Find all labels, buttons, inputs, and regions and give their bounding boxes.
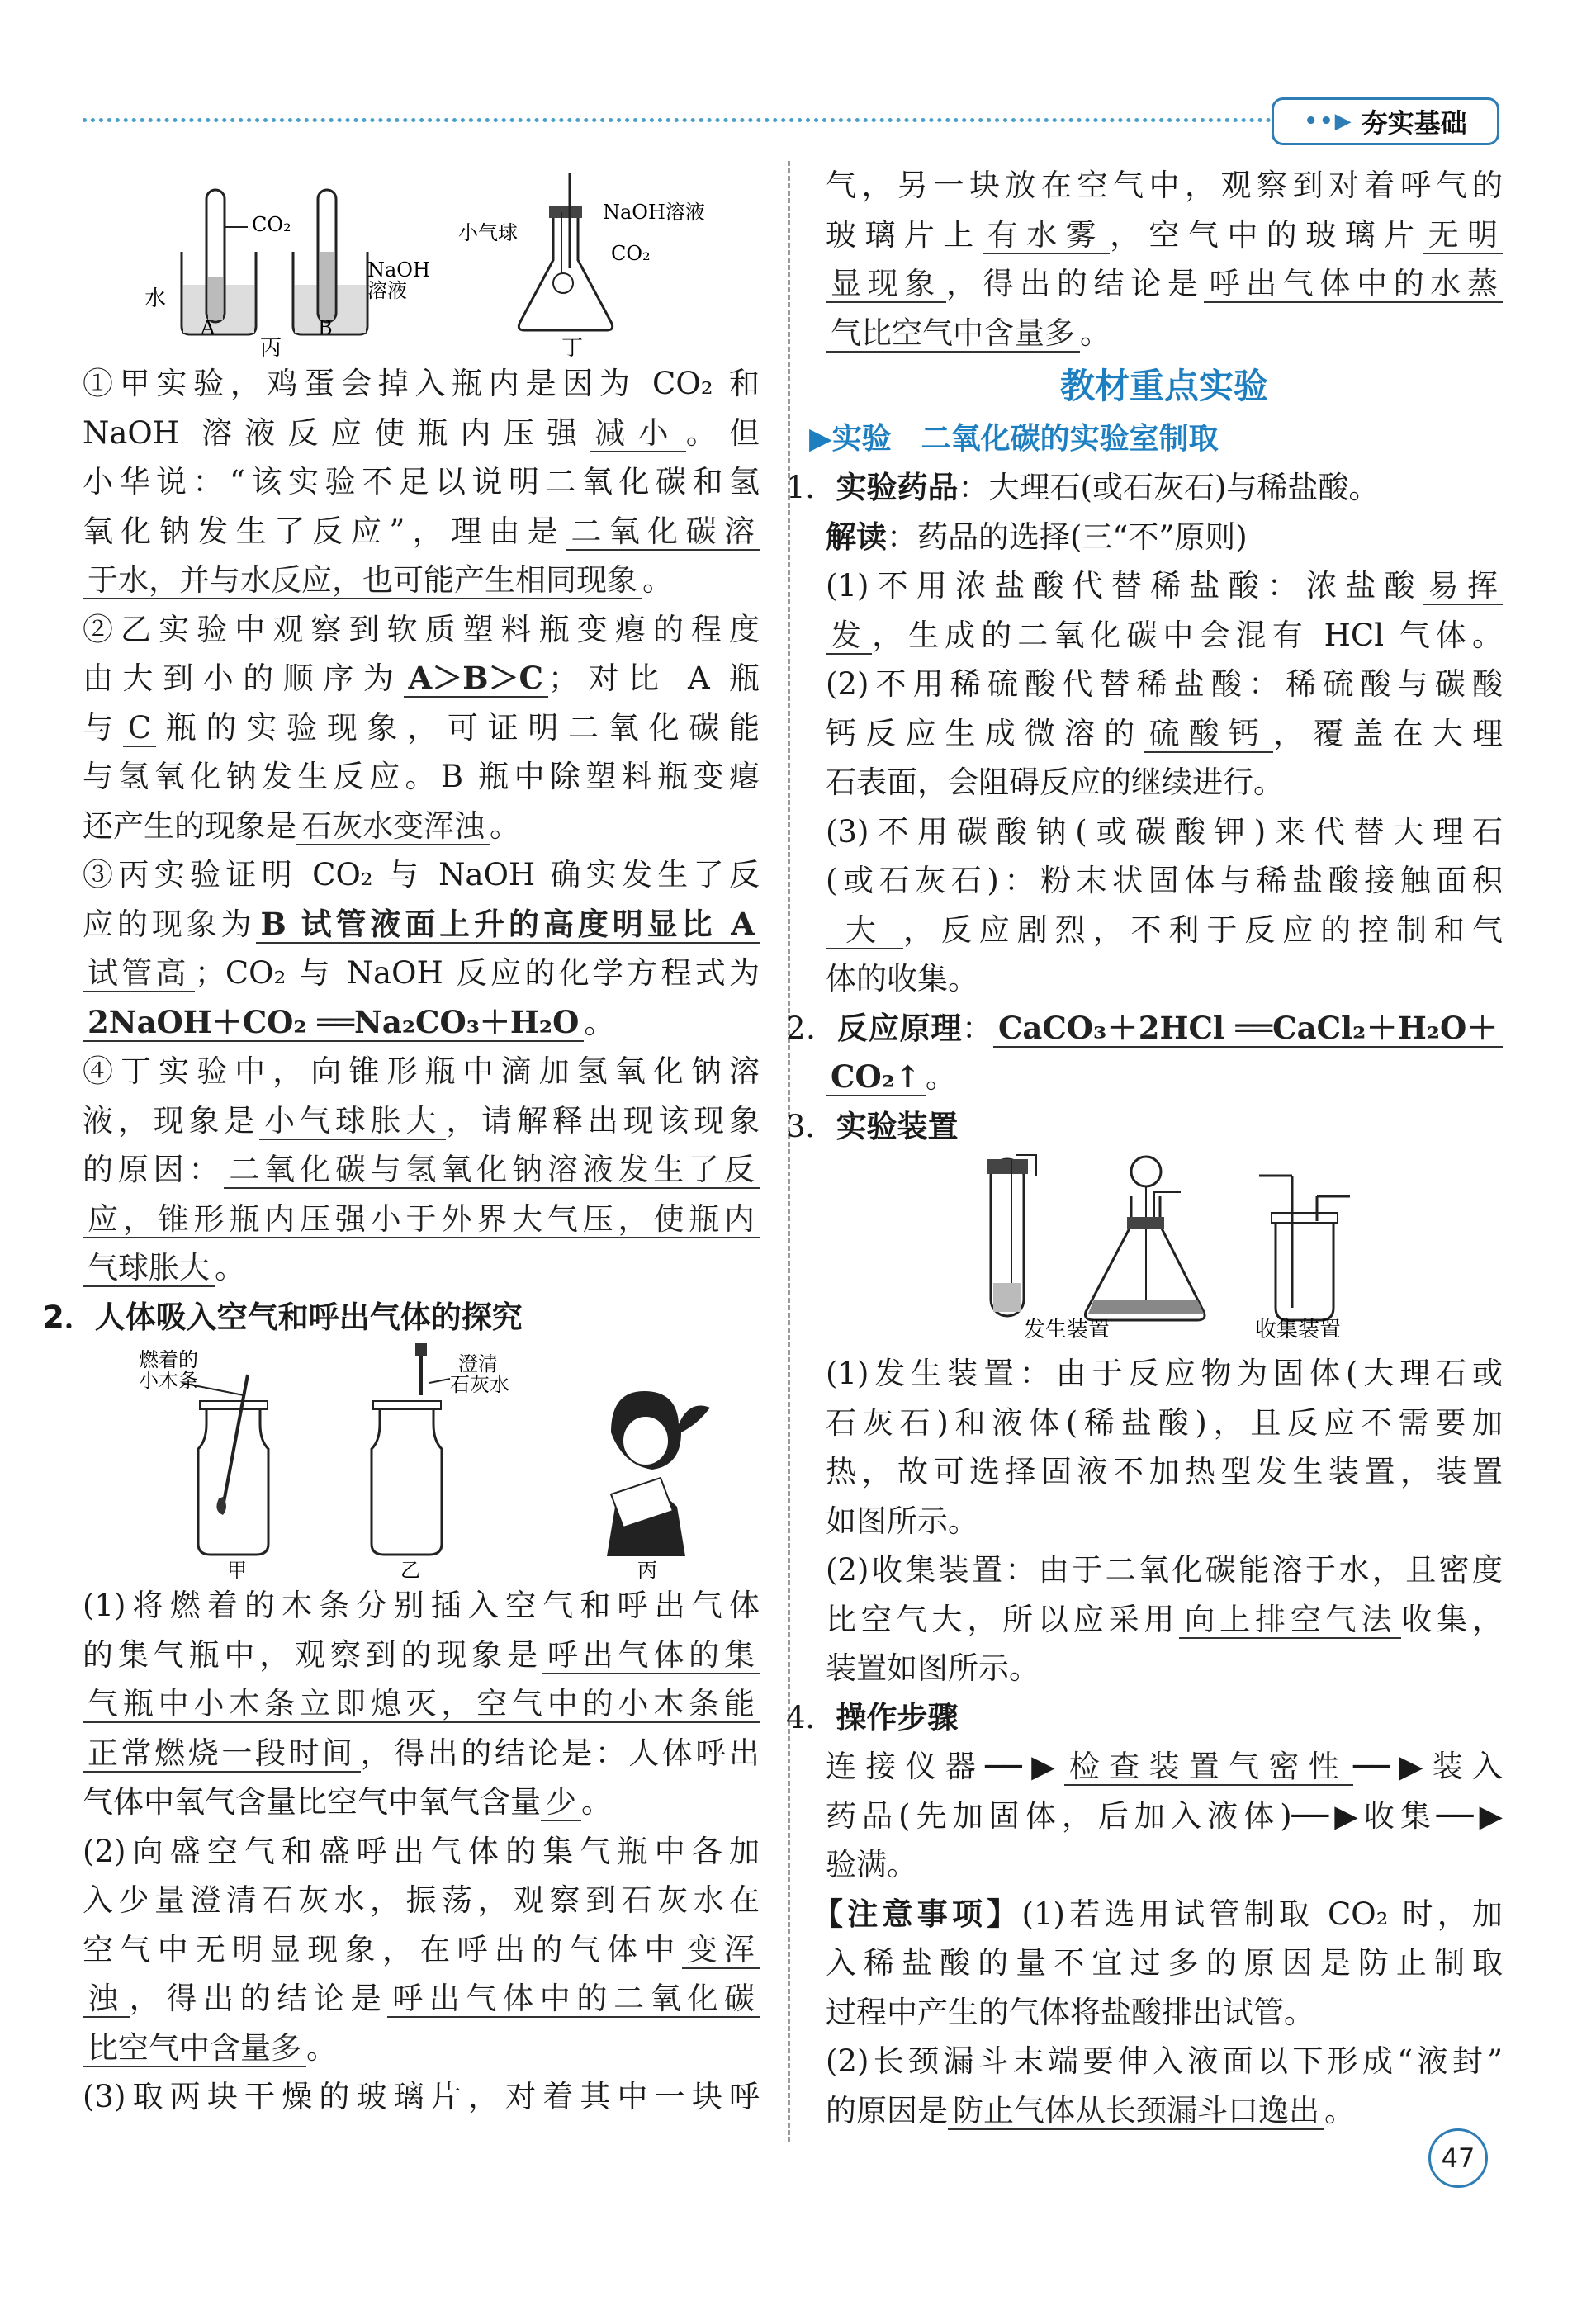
answer: B 试管液面上升的高度明显比 A bbox=[256, 906, 760, 944]
answer: C bbox=[123, 710, 156, 747]
text-line bbox=[826, 709, 1503, 759]
interpretation-label: 解读 bbox=[826, 518, 887, 555]
text-line: ④丁实验中，向锥形瓶中滴加氢氧化钠溶 bbox=[83, 1053, 760, 1089]
answer: 石灰水变浑浊 bbox=[296, 808, 490, 845]
text-line bbox=[83, 900, 760, 949]
text-line bbox=[83, 1145, 760, 1195]
text-line bbox=[83, 949, 760, 998]
step-label: 反应原理 bbox=[837, 1010, 963, 1046]
label-jia: 甲 bbox=[227, 1559, 247, 1581]
text-line bbox=[83, 998, 760, 1048]
answer: 气比空气中含量多 bbox=[826, 315, 1080, 353]
text: ；CO₂ 与 NaOH 反应的化学方程式为 bbox=[194, 955, 760, 991]
naoh-solution-label: 溶液 bbox=[367, 279, 407, 302]
text-line: ②乙实验中观察到软质塑料瓶变瘪的程度 bbox=[83, 611, 760, 647]
text-line: (2)收集装置：由于二氧化碳能溶于水，且密度 bbox=[826, 1552, 1503, 1588]
text: 。但 bbox=[685, 414, 760, 451]
text: 气体中氧气含量比空气中氧气含量 bbox=[83, 1784, 541, 1820]
text-line: ①甲实验，鸡蛋会掉入瓶内是因为 CO₂ 和 bbox=[83, 366, 760, 401]
co2-flask-label: CO₂ bbox=[611, 242, 651, 265]
text-line: 气，另一块放在空气中，观察到对着呼气的 bbox=[826, 168, 1503, 203]
text: 氧化钠发生了反应”，理由是 bbox=[83, 513, 566, 549]
apparatus-diagram-1 bbox=[83, 161, 760, 359]
text-line: (2)向盛空气和盛呼出气体的集气瓶中各加 bbox=[83, 1833, 760, 1869]
answer: CaCO₃＋2HCl ══CaCl₂＋H₂O＋ bbox=[993, 1010, 1503, 1048]
text-line: 与氢氧化钠发生反应。B 瓶中除塑料瓶变瘪 bbox=[83, 759, 760, 794]
text-line: 装置如图所示。 bbox=[826, 1650, 1040, 1686]
text-line bbox=[826, 309, 1503, 358]
text-line: 如图所示。 bbox=[826, 1503, 978, 1539]
text-line bbox=[826, 2086, 1503, 2136]
text: 。 bbox=[215, 1250, 245, 1285]
question-1-continued bbox=[83, 359, 760, 1293]
text: 收集， bbox=[1401, 1601, 1504, 1637]
breath-diagram bbox=[83, 1342, 760, 1581]
text: 连接仪器──▶ bbox=[826, 1749, 1064, 1784]
step-label: 实验装置 bbox=[836, 1108, 959, 1144]
girl-icon bbox=[607, 1391, 710, 1556]
text-line: 热，故可选择固液不加热型发生装置，装置 bbox=[826, 1454, 1503, 1489]
text-line bbox=[83, 1096, 760, 1146]
text: ，覆盖在大理 bbox=[1273, 715, 1503, 751]
text-line: 小华说：“该实验不足以说明二氧化碳和氢 bbox=[83, 464, 760, 499]
answer: 变浑 bbox=[682, 1932, 760, 1969]
text: 瓶的实验现象，可证明二氧化碳能 bbox=[156, 709, 760, 746]
text-line bbox=[83, 409, 760, 458]
text: 钙反应生成微溶的 bbox=[826, 715, 1144, 751]
answer: 无明 bbox=[1423, 217, 1503, 254]
column-divider bbox=[788, 161, 790, 2142]
text-line bbox=[83, 802, 760, 851]
step-label: 实验药品 bbox=[836, 470, 959, 505]
text-line bbox=[826, 513, 1503, 562]
text-line bbox=[83, 1679, 760, 1729]
arrow-icon: ••▶ bbox=[1304, 109, 1353, 134]
text-line bbox=[83, 1631, 760, 1680]
stick-label-2: 小木条 bbox=[139, 1369, 198, 1392]
text: 液，现象是 bbox=[83, 1102, 260, 1139]
text-line: (或石灰石)：粉末状固体与稀盐酸接触面积 bbox=[826, 863, 1503, 898]
answer: 气瓶中小木条立即熄灭，空气中的小木条能 bbox=[83, 1686, 760, 1723]
answer: 显现象 bbox=[826, 266, 946, 303]
text-line bbox=[826, 1595, 1503, 1645]
text: NaOH 溶液反应使瓶内压强 bbox=[83, 414, 590, 451]
text: 比空气大，所以应采用 bbox=[826, 1601, 1180, 1637]
answer: 检查装置气密性 bbox=[1064, 1749, 1353, 1786]
answer: 硫酸钙 bbox=[1144, 716, 1274, 753]
figure-apparatus bbox=[826, 1151, 1503, 1341]
text-line bbox=[83, 1778, 760, 1827]
answer: 向上排空气法 bbox=[1179, 1602, 1401, 1639]
answer: 防止气体从长颈漏斗口逸出 bbox=[948, 2093, 1324, 2130]
figure-breath bbox=[83, 1342, 760, 1581]
section-title: 教材重点实验 bbox=[1059, 366, 1268, 406]
text-line bbox=[826, 1742, 1503, 1792]
text: ，生成的二氧化碳中会混有 HCl 气体。 bbox=[872, 617, 1503, 653]
co2-apparatus-diagram bbox=[826, 1151, 1503, 1341]
label-b: B bbox=[318, 316, 333, 339]
text: ，得出的结论是 bbox=[129, 1981, 388, 2016]
answer: 有水雾 bbox=[983, 217, 1110, 254]
co2-label: CO₂ bbox=[252, 213, 291, 236]
text-line bbox=[786, 1102, 1503, 1152]
text-line: 药品(先加固体，后加入液体)──▶收集──▶ bbox=[826, 1797, 1503, 1834]
text: 与 bbox=[83, 709, 123, 746]
collector-label: 收集装置 bbox=[1255, 1318, 1342, 1341]
generator-label: 发生装置 bbox=[1024, 1318, 1111, 1341]
text-line: 石灰石)和液体(稀盐酸)，且反应不需要加 bbox=[826, 1404, 1503, 1441]
answer: 小气球胀大 bbox=[259, 1103, 446, 1140]
text-line bbox=[83, 1925, 760, 1975]
text: 1． bbox=[786, 470, 836, 505]
text-line: 验满。 bbox=[826, 1847, 917, 1882]
limewater-label-2: 石灰水 bbox=[450, 1373, 509, 1396]
text-line bbox=[83, 1729, 760, 1778]
text-line bbox=[83, 1974, 760, 2024]
page-number: 47 bbox=[1428, 2128, 1488, 2188]
text-line: 入少量澄清石灰水，振荡，观察到石灰水在 bbox=[83, 1882, 760, 1918]
text: ；对比 A 瓶 bbox=[547, 660, 760, 696]
text-line: (2)长颈漏斗末端要伸入液面以下形成“液封” bbox=[826, 2043, 1503, 2079]
text-line bbox=[826, 561, 1503, 611]
text-line bbox=[786, 1693, 1503, 1743]
text: 。 bbox=[306, 2029, 337, 2066]
label-ding: 丁 bbox=[561, 336, 584, 359]
text: 玻璃片上 bbox=[826, 216, 983, 253]
section-tab-label: 夯实基础 bbox=[1361, 107, 1467, 139]
text-line bbox=[83, 2024, 760, 2073]
text: ，空气中的玻璃片 bbox=[1110, 216, 1423, 253]
text: 由大到小的顺序为 bbox=[83, 660, 404, 696]
text: 还产生的现象是 bbox=[83, 807, 296, 844]
left-column bbox=[43, 161, 760, 2122]
figure-bing-ding bbox=[83, 161, 760, 359]
answer: 发 bbox=[826, 618, 872, 655]
text-line: ③丙实验证明 CO₂ 与 NaOH 确实发生了反 bbox=[83, 857, 760, 892]
answer: 应，锥形瓶内压强小于外界大气压，使瓶内 bbox=[83, 1201, 760, 1238]
text: 。 bbox=[1324, 2092, 1355, 2128]
text: 的集气瓶中，观察到的现象是 bbox=[83, 1636, 542, 1673]
experiment-title: ▶实验 二氧化碳的实验室制取 bbox=[809, 422, 1219, 456]
text-line: (1)发生装置：由于反应物为固体(大理石或 bbox=[826, 1356, 1503, 1391]
text: ，得出的结论是：人体呼出 bbox=[360, 1735, 760, 1771]
right-column bbox=[786, 161, 1504, 2135]
balloon-label: 小气球 bbox=[458, 221, 518, 244]
answer: 二氧化碳溶 bbox=[566, 514, 760, 551]
answer: 减小 bbox=[590, 415, 686, 452]
text: 。 bbox=[642, 562, 673, 598]
text: ：药品的选择(三“不”原则) bbox=[887, 518, 1248, 555]
text: 空气中无明显现象，在呼出的气体中 bbox=[83, 1931, 682, 1967]
answer: 大 bbox=[826, 912, 903, 949]
answer: 少 bbox=[541, 1784, 581, 1821]
text-line bbox=[83, 1195, 760, 1244]
stick-label-1: 燃着的 bbox=[139, 1348, 198, 1371]
step-label: 操作步骤 bbox=[836, 1699, 959, 1735]
text: 。 bbox=[1080, 315, 1111, 351]
text: 4． bbox=[786, 1699, 836, 1735]
naoh-label: NaOH bbox=[367, 258, 430, 282]
text-line bbox=[786, 463, 1503, 513]
answer: 呼出气体中的二氧化碳 bbox=[387, 1981, 760, 2018]
question-2-title: 2．人体吸入空气和呼出气体的探究 bbox=[43, 1299, 523, 1335]
text: 。 bbox=[584, 1004, 615, 1040]
text-line bbox=[826, 259, 1503, 309]
answer: 于水，并与水反应，也可能产生相同现象 bbox=[83, 562, 642, 599]
text-line bbox=[826, 906, 1503, 955]
answer: 浊 bbox=[83, 1981, 130, 2018]
text-line: (3)取两块干燥的玻璃片，对着其中一块呼 bbox=[83, 2079, 760, 2114]
text: (1)若选用试管制取 CO₂ 时，加 bbox=[1021, 1896, 1503, 1932]
text: 应的现象为 bbox=[83, 906, 256, 942]
text-line: 2．反应原理： CaCO₃＋2HCl ══CaCl₂＋H₂O＋ bbox=[786, 1004, 1503, 1053]
answer: 气球胀大 bbox=[83, 1250, 215, 1287]
text-line bbox=[83, 507, 760, 556]
text-line bbox=[826, 1053, 1503, 1102]
text: ：大理石(或石灰石)与稀盐酸。 bbox=[958, 470, 1380, 505]
text: 的原因： bbox=[83, 1152, 225, 1187]
answer: 2NaOH＋CO₂ ══Na₂CO₃＋H₂O bbox=[83, 1004, 584, 1042]
text: ，请解释出现该现象 bbox=[446, 1102, 760, 1139]
answer: 呼出气体中的水蒸 bbox=[1204, 266, 1503, 303]
answer: 易挥 bbox=[1423, 568, 1503, 605]
label-bing-2: 丙 bbox=[637, 1559, 657, 1581]
text-line bbox=[83, 703, 760, 753]
label-bing: 丙 bbox=[260, 336, 282, 359]
text-line: 石表面，会阻碍反应的继续进行。 bbox=[826, 765, 1284, 800]
text: ，得出的结论是 bbox=[945, 266, 1205, 301]
header-dotted-rule bbox=[83, 118, 1272, 122]
answer: 正常燃烧一段时间 bbox=[83, 1735, 361, 1773]
label-yi: 乙 bbox=[400, 1559, 420, 1581]
text: 。 bbox=[581, 1784, 612, 1820]
text: ──▶装入 bbox=[1353, 1749, 1504, 1784]
answer: A＞B＞C bbox=[404, 660, 548, 698]
text-line bbox=[812, 1890, 1503, 1939]
text: 的原因是 bbox=[826, 2092, 948, 2128]
answer: 二氧化碳与氢氧化钠溶液发生了反 bbox=[224, 1152, 760, 1189]
text: 。 bbox=[490, 807, 520, 844]
notes-label: 【注意事项】 bbox=[812, 1896, 1022, 1932]
text-line bbox=[826, 211, 1503, 260]
answer: CO₂↑ bbox=[826, 1058, 926, 1096]
text-line bbox=[83, 654, 760, 703]
answer: 试管高 bbox=[83, 955, 195, 992]
text: 2． bbox=[786, 1010, 838, 1046]
text-line: (2)不用稀硫酸代替稀盐酸：稀硫酸与碳酸 bbox=[826, 666, 1503, 702]
naoh-dropper-label: NaOH溶液 bbox=[603, 201, 705, 224]
text: (1)不用浓盐酸代替稀盐酸：浓盐酸 bbox=[826, 568, 1423, 604]
label-a: A bbox=[201, 316, 215, 339]
text-line: 体的收集。 bbox=[826, 961, 978, 997]
text-line: 入稀盐酸的量不宜过多的原因是防止制取 bbox=[826, 1945, 1503, 1981]
answer: 呼出气体的集 bbox=[542, 1637, 760, 1674]
text-line bbox=[826, 611, 1503, 660]
text: 3． bbox=[786, 1108, 836, 1144]
text-line bbox=[83, 556, 760, 605]
text: ，反应剧烈，不利于反应的控制和气 bbox=[902, 911, 1503, 948]
answer: 比空气中含量多 bbox=[83, 2030, 306, 2067]
text-line: (1)将燃着的木条分别插入空气和呼出气体 bbox=[83, 1588, 760, 1623]
text-line: (3)不用碳酸钠(或碳酸钾)来代替大理石 bbox=[826, 813, 1503, 850]
text: 。 bbox=[925, 1059, 956, 1095]
limewater-label-1: 澄清 bbox=[458, 1352, 498, 1375]
water-label: 水 bbox=[144, 286, 167, 311]
section-tab bbox=[1272, 97, 1499, 145]
question-2 bbox=[43, 1293, 760, 2122]
text-line bbox=[83, 1243, 760, 1293]
text-line: 过程中产生的气体将盐酸排出试管。 bbox=[826, 1994, 1314, 2030]
